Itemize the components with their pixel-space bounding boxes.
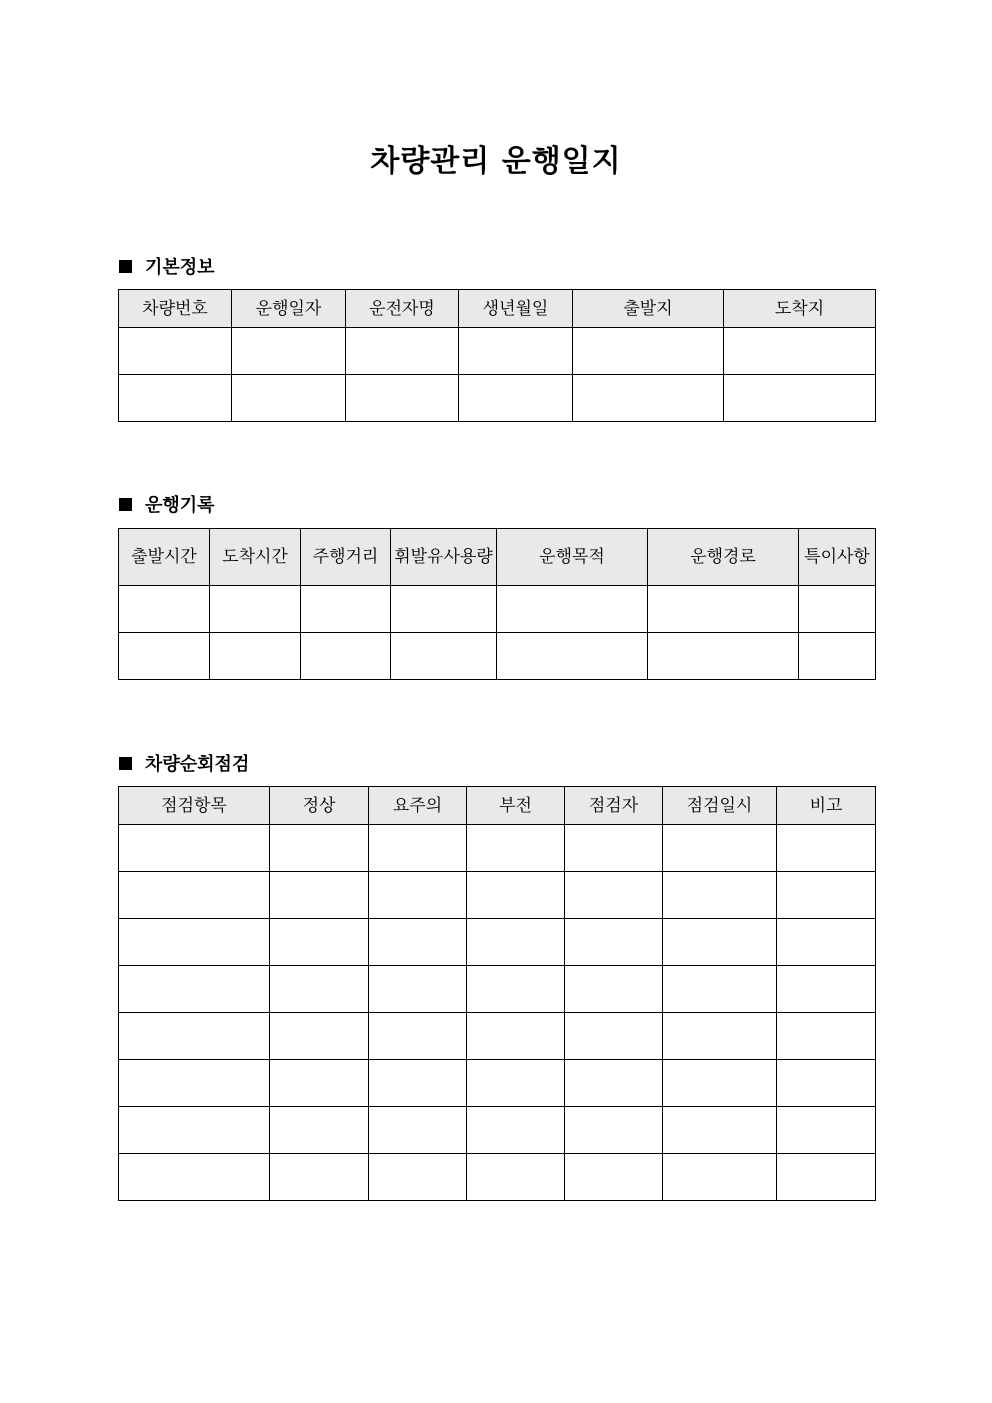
- table-cell[interactable]: [648, 586, 799, 633]
- black-square-icon: [119, 757, 132, 770]
- table-cell[interactable]: [459, 375, 573, 422]
- column-header: 출발시간: [119, 529, 210, 586]
- table-cell[interactable]: [777, 1154, 876, 1201]
- table-cell[interactable]: [467, 1154, 565, 1201]
- column-header: 출발지: [573, 290, 724, 328]
- table-cell[interactable]: [119, 328, 232, 375]
- table-cell[interactable]: [391, 586, 497, 633]
- column-header: 점검항목: [119, 787, 270, 825]
- vehicle-inspection-table: [118, 786, 876, 1201]
- table-cell[interactable]: [648, 633, 799, 680]
- table-row: [119, 633, 876, 680]
- table-cell[interactable]: [391, 633, 497, 680]
- table-cell[interactable]: [467, 825, 565, 872]
- table-row: [119, 1154, 876, 1201]
- table-cell[interactable]: [210, 586, 301, 633]
- table-cell[interactable]: [724, 375, 876, 422]
- table-cell[interactable]: [777, 1060, 876, 1107]
- column-header: 운행목적: [497, 529, 648, 586]
- table-cell[interactable]: [270, 872, 369, 919]
- table-cell[interactable]: [663, 825, 777, 872]
- table-cell[interactable]: [270, 919, 369, 966]
- table-cell[interactable]: [467, 1013, 565, 1060]
- table-cell[interactable]: [467, 1107, 565, 1154]
- basic-info-table: [118, 289, 876, 422]
- table-cell[interactable]: [369, 1154, 467, 1201]
- black-square-icon: [119, 260, 132, 273]
- table-cell[interactable]: [232, 375, 346, 422]
- table-cell[interactable]: [369, 825, 467, 872]
- column-header: 운행일자: [232, 290, 346, 328]
- table-cell[interactable]: [369, 872, 467, 919]
- table-cell[interactable]: [270, 1013, 369, 1060]
- table-cell[interactable]: [777, 1013, 876, 1060]
- table-header-row: [119, 787, 876, 825]
- table-cell[interactable]: [270, 825, 369, 872]
- column-header: 정상: [270, 787, 369, 825]
- column-header: 점검일시: [663, 787, 777, 825]
- table-cell[interactable]: [119, 1154, 270, 1201]
- section-heading-label: 기본정보: [145, 257, 215, 278]
- column-header: 도착시간: [210, 529, 301, 586]
- section-heading-driving-record: [119, 491, 215, 517]
- table-cell[interactable]: [467, 919, 565, 966]
- table-cell[interactable]: [497, 586, 648, 633]
- table-cell[interactable]: [663, 1154, 777, 1201]
- column-header: 도착지: [724, 290, 876, 328]
- table-cell[interactable]: [119, 633, 210, 680]
- table-cell[interactable]: [369, 1107, 467, 1154]
- table-cell[interactable]: [119, 1013, 270, 1060]
- table-cell[interactable]: [497, 633, 648, 680]
- table-cell[interactable]: [270, 1060, 369, 1107]
- table-cell[interactable]: [119, 825, 270, 872]
- table-row: [119, 328, 876, 375]
- table-cell[interactable]: [777, 872, 876, 919]
- table-cell[interactable]: [346, 375, 459, 422]
- table-cell[interactable]: [663, 1013, 777, 1060]
- table-cell[interactable]: [369, 1060, 467, 1107]
- table-cell[interactable]: [565, 1107, 663, 1154]
- section-heading-basic-info: [119, 253, 215, 279]
- table-cell[interactable]: [573, 375, 724, 422]
- table-cell[interactable]: [467, 966, 565, 1013]
- table-cell[interactable]: [270, 1154, 369, 1201]
- column-header: 특이사항: [799, 529, 876, 586]
- table-cell[interactable]: [119, 1107, 270, 1154]
- table-cell[interactable]: [777, 1107, 876, 1154]
- column-header: 요주의: [369, 787, 467, 825]
- table-cell[interactable]: [777, 919, 876, 966]
- table-cell[interactable]: [369, 1013, 467, 1060]
- column-header: 주행거리: [301, 529, 391, 586]
- table-cell[interactable]: [565, 1060, 663, 1107]
- table-cell[interactable]: [799, 586, 876, 633]
- table-cell[interactable]: [232, 328, 346, 375]
- table-cell[interactable]: [459, 328, 573, 375]
- black-square-icon: [119, 498, 132, 511]
- table-cell[interactable]: [777, 966, 876, 1013]
- table-row: [119, 1107, 876, 1154]
- table-row: [119, 1013, 876, 1060]
- column-header: 차량번호: [119, 290, 232, 328]
- section-heading-label: 운행기록: [145, 495, 215, 516]
- table-cell[interactable]: [119, 966, 270, 1013]
- table-cell[interactable]: [565, 872, 663, 919]
- table-cell[interactable]: [565, 966, 663, 1013]
- table-cell[interactable]: [663, 872, 777, 919]
- table-cell[interactable]: [270, 1107, 369, 1154]
- table-cell[interactable]: [565, 919, 663, 966]
- table-cell[interactable]: [210, 633, 301, 680]
- table-cell[interactable]: [369, 919, 467, 966]
- table-cell[interactable]: [119, 1060, 270, 1107]
- table-header-row: [119, 290, 876, 328]
- table-row: [119, 1060, 876, 1107]
- table-cell[interactable]: [663, 1060, 777, 1107]
- driving-record-table: [118, 528, 876, 680]
- table-cell[interactable]: [467, 1060, 565, 1107]
- table-cell[interactable]: [119, 586, 210, 633]
- table-cell[interactable]: [663, 966, 777, 1013]
- table-cell[interactable]: [565, 1154, 663, 1201]
- table-cell[interactable]: [663, 919, 777, 966]
- table-cell[interactable]: [573, 328, 724, 375]
- table-cell[interactable]: [119, 375, 232, 422]
- table-cell[interactable]: [346, 328, 459, 375]
- table-cell[interactable]: [369, 966, 467, 1013]
- table-cell[interactable]: [777, 825, 876, 872]
- table-row: [119, 825, 876, 872]
- table-cell[interactable]: [301, 586, 391, 633]
- column-header: 점검자: [565, 787, 663, 825]
- page-title: 차량관리 운행일지: [370, 144, 622, 179]
- table-cell[interactable]: [565, 825, 663, 872]
- table-row: [119, 872, 876, 919]
- table-cell[interactable]: [799, 633, 876, 680]
- table-cell[interactable]: [663, 1107, 777, 1154]
- column-header: 운행경로: [648, 529, 799, 586]
- table-cell[interactable]: [119, 919, 270, 966]
- table-cell[interactable]: [724, 328, 876, 375]
- table-cell[interactable]: [467, 872, 565, 919]
- section-heading-label: 차량순회점검: [145, 754, 250, 775]
- column-header: 운전자명: [346, 290, 459, 328]
- column-header: 비고: [777, 787, 876, 825]
- table-cell[interactable]: [270, 966, 369, 1013]
- table-cell[interactable]: [119, 872, 270, 919]
- table-cell[interactable]: [565, 1013, 663, 1060]
- column-header: 부전: [467, 787, 565, 825]
- table-row: [119, 919, 876, 966]
- table-header-row: [119, 529, 876, 586]
- section-heading-vehicle-inspection: [119, 750, 249, 776]
- column-header: 생년월일: [459, 290, 573, 328]
- table-row: [119, 966, 876, 1013]
- table-row: [119, 586, 876, 633]
- column-header: 휘발유사용량: [391, 529, 497, 586]
- table-row: [119, 375, 876, 422]
- table-cell[interactable]: [301, 633, 391, 680]
